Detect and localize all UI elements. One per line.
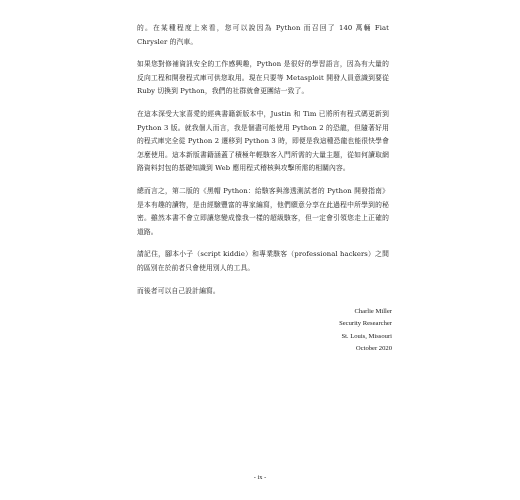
paragraph-2: 如果您對修補資訊安全的工作感興趣，Python 是很好的學習語言，因為有大量的反向工程和開發程式庫可供您取用。現在只要等 Metasploit 開發人員意識到要從 Ruby 切換到 Python，我們的社群就會更團結一致了。 xyxy=(137,60,389,96)
paragraph-6: 而後者可以自己設計編寫。 xyxy=(137,286,220,295)
body-text xyxy=(137,22,389,307)
paragraph-4: 總而言之，第二版的《黑帽 Python：給駭客與滲透測試者的 Python 開發指南》是本有趣的讀物，是由經驗豐富的專家編寫，他們願意分享在此過程中所學到的秘密。雖然本書不會立即讓您變成像我一樣的超級駭客，但一定會引領您走上正確的道路。 xyxy=(137,186,389,236)
page-number: - ix - xyxy=(253,474,267,481)
signature-date: October 2020 xyxy=(355,345,392,353)
paragraph-1: 的。在某種程度上來看，您可以說因為 Python 而召回了 140 萬輛 Fiat Chrysler 的汽車。 xyxy=(137,24,389,46)
signature-name: Charlie Miller xyxy=(354,308,392,315)
signature-location: St. Louis, Missouri xyxy=(341,332,392,340)
signature-block xyxy=(339,306,392,356)
signature-title: Security Researcher xyxy=(339,320,392,328)
paragraph-3: 在這本深受大家喜愛的經典書籍新版本中，Justin 和 Tim 已將所有程式碼更新到 Python 3 版。就我個人而言，我是個盡可能使用 Python 2 的恐龍，但隨著好用的程式庫完全從 Python 2 遷移到 Python 3 時，即便是我這種恐龍也能很快學會怎麼使用。這本新版書籍涵蓋了積極年輕駭客入門所需的大量主題，從如何讀取網路資料封包的基礎知識到 Web 應用程式稽核與攻擊所需的相關內容。 xyxy=(137,109,389,173)
paragraph-5: 請記住，腳本小子（script kiddie）和專業駭客（professional hackers）之間的區別在於前者只會使用別人的工具。 xyxy=(137,250,389,272)
